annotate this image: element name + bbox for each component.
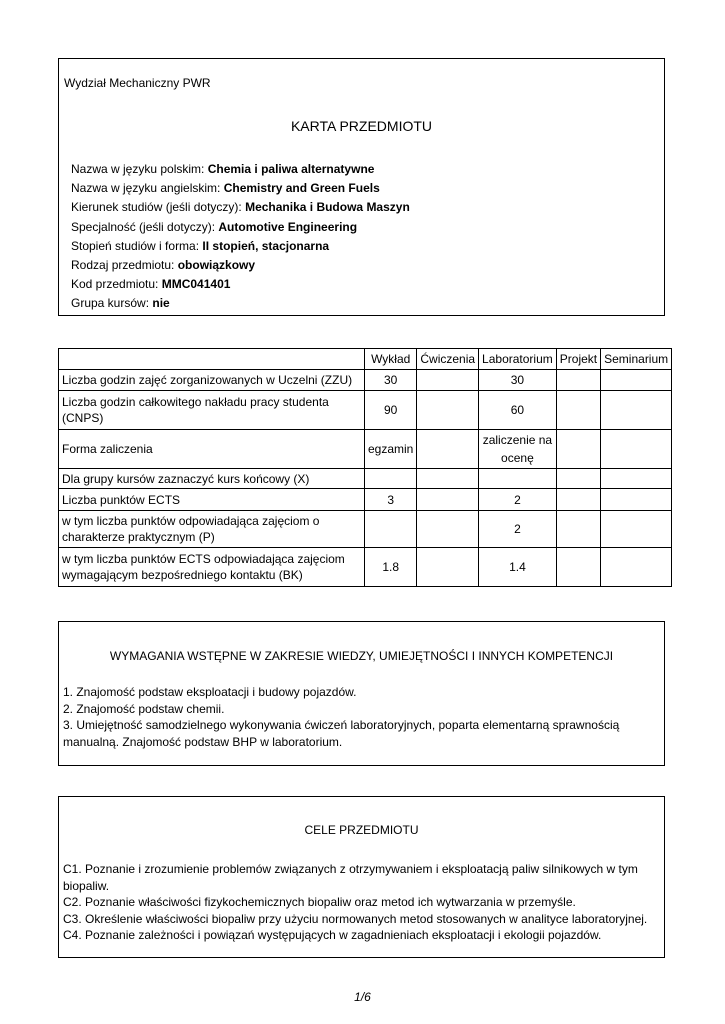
info-label: Kod przedmiotu: xyxy=(71,277,162,292)
table-cell: 90 xyxy=(365,391,417,430)
table-cell: 2 xyxy=(479,511,557,548)
table-cell xyxy=(417,469,479,489)
course-goals-box xyxy=(58,796,665,958)
table-cell xyxy=(556,370,600,391)
info-line xyxy=(71,256,410,275)
info-value: Chemia i paliwa alternatywne xyxy=(207,162,375,176)
header-cell-lecture: Wykład xyxy=(365,349,417,370)
table-cell: 1.8 xyxy=(365,548,417,587)
requirements-list xyxy=(63,684,660,750)
info-line xyxy=(71,237,410,256)
table-row xyxy=(59,430,672,469)
header-cell-exercises: Ćwiczenia xyxy=(417,349,479,370)
goals-list xyxy=(63,861,660,944)
header-cell-empty xyxy=(59,349,365,370)
table-cell: 2 xyxy=(479,489,557,511)
table-cell xyxy=(365,511,417,548)
info-label: Grupa kursów: xyxy=(71,296,153,311)
info-value: MMC041401 xyxy=(161,277,231,292)
document-title: KARTA PRZEDMIOTU xyxy=(290,118,433,134)
row-label: w tym liczba punktów odpowiadająca zajęciom o charakterze praktycznym (P) xyxy=(59,511,365,548)
page-number: 1/6 xyxy=(354,990,371,1004)
course-info-list xyxy=(71,160,410,314)
row-label: Liczba godzin całkowitego nakładu pracy studenta (CNPS) xyxy=(59,391,365,430)
table-cell xyxy=(556,430,600,469)
table-cell xyxy=(601,489,672,511)
hours-table xyxy=(58,348,672,587)
list-item: 3. Umiejętność samodzielnego wykonywania ćwiczeń laboratoryjnych, poparta elementarną sprawnością manualną. Znajomość podstaw BHP w laboratorium. xyxy=(63,718,620,749)
info-value: obowiązkowy xyxy=(177,258,256,273)
row-label: Forma zaliczenia xyxy=(59,430,365,469)
faculty-name: Wydział Mechaniczny PWR xyxy=(64,76,211,90)
table-row xyxy=(59,489,672,511)
table-cell: 30 xyxy=(365,370,417,391)
list-item: C2. Poznanie właściwości fizykochemicznych biopaliw oraz metod ich wytwarzania w przemyśle. xyxy=(63,895,576,909)
table-cell xyxy=(601,391,672,430)
row-label: Liczba godzin zajęć zorganizowanych w Uczelni (ZZU) xyxy=(59,370,365,391)
info-value: II stopień, stacjonarna xyxy=(202,238,330,253)
table-cell: 60 xyxy=(479,391,557,430)
table-cell xyxy=(479,469,557,489)
info-line xyxy=(71,275,410,294)
table-cell xyxy=(601,511,672,548)
goals-title: CELE PRZEDMIOTU xyxy=(304,823,419,837)
table-row xyxy=(59,370,672,391)
table-cell xyxy=(417,511,479,548)
row-label: Dla grupy kursów zaznaczyć kurs końcowy (X) xyxy=(59,469,365,489)
table-cell: 30 xyxy=(479,370,557,391)
table-cell xyxy=(556,511,600,548)
table-row xyxy=(59,548,672,587)
info-label: Stopień studiów i forma: xyxy=(71,238,203,253)
list-item: C1. Poznanie i zrozumienie problemów związanych z otrzymywaniem i eksploatacją paliw silnikowych w tym biopaliw. xyxy=(63,862,638,893)
info-label: Specjalność (jeśli dotyczy): xyxy=(71,219,219,234)
table-cell xyxy=(556,391,600,430)
table-cell xyxy=(601,370,672,391)
list-item: C4. Poznanie zależności i powiązań występujących w zagadnieniach eksploatacji i ekologii pojazdów. xyxy=(63,928,602,942)
table-cell: egzamin xyxy=(365,430,417,469)
table-cell: 1.4 xyxy=(479,548,557,587)
info-line xyxy=(71,198,410,217)
info-label: Nazwa w języku angielskim: xyxy=(71,181,224,196)
info-value: nie xyxy=(152,296,170,311)
info-label: Nazwa w języku polskim: xyxy=(71,162,208,176)
table-row xyxy=(59,469,672,489)
info-value: Mechanika i Budowa Maszyn xyxy=(245,200,410,215)
course-header-box xyxy=(58,58,665,316)
header-cell-laboratory: Laboratorium xyxy=(479,349,557,370)
table-row xyxy=(59,511,672,548)
info-line xyxy=(71,218,410,237)
table-cell xyxy=(417,391,479,430)
list-item: 1. Znajomość podstaw eksploatacji i budowy pojazdów. xyxy=(63,685,357,699)
table-cell xyxy=(601,469,672,489)
table-row xyxy=(59,391,672,430)
table-cell xyxy=(556,489,600,511)
row-label: w tym liczba punktów ECTS odpowiadająca zajęciom wymagającym bezpośredniego kontaktu (BK) xyxy=(59,548,365,587)
info-line xyxy=(71,179,410,198)
row-label: Liczba punktów ECTS xyxy=(59,489,365,511)
info-line xyxy=(71,160,410,179)
table-cell xyxy=(601,548,672,587)
header-cell-seminar: Seminarium xyxy=(601,349,672,370)
table-cell xyxy=(417,548,479,587)
info-line xyxy=(71,294,410,313)
info-value: Chemistry and Green Fuels xyxy=(223,181,380,196)
list-item: 2. Znajomość podstaw chemii. xyxy=(63,701,225,716)
requirements-title: WYMAGANIA WSTĘPNE W ZAKRESIE WIEDZY, UMIEJĘTNOŚCI I INNYCH KOMPETENCJI xyxy=(109,649,614,663)
table-header-row xyxy=(59,349,672,370)
table-cell: 3 xyxy=(365,489,417,511)
header-cell-project: Projekt xyxy=(556,349,600,370)
requirements-box xyxy=(58,621,665,766)
list-item: C3. Określenie właściwości biopaliw przy użyciu normowanych metod stosowanych w analityce laboratoryjnej. xyxy=(63,911,648,926)
table-cell xyxy=(556,548,600,587)
info-value: Automotive Engineering xyxy=(218,219,358,234)
table-cell xyxy=(556,469,600,489)
table-cell xyxy=(417,370,479,391)
info-label: Kierunek studiów (jeśli dotyczy): xyxy=(71,200,246,215)
table-cell: zaliczenie na ocenę xyxy=(479,430,557,469)
table-cell xyxy=(417,430,479,469)
table-cell xyxy=(417,489,479,511)
info-label: Rodzaj przedmiotu: xyxy=(71,258,178,273)
table-cell xyxy=(365,469,417,489)
table-cell xyxy=(601,430,672,469)
